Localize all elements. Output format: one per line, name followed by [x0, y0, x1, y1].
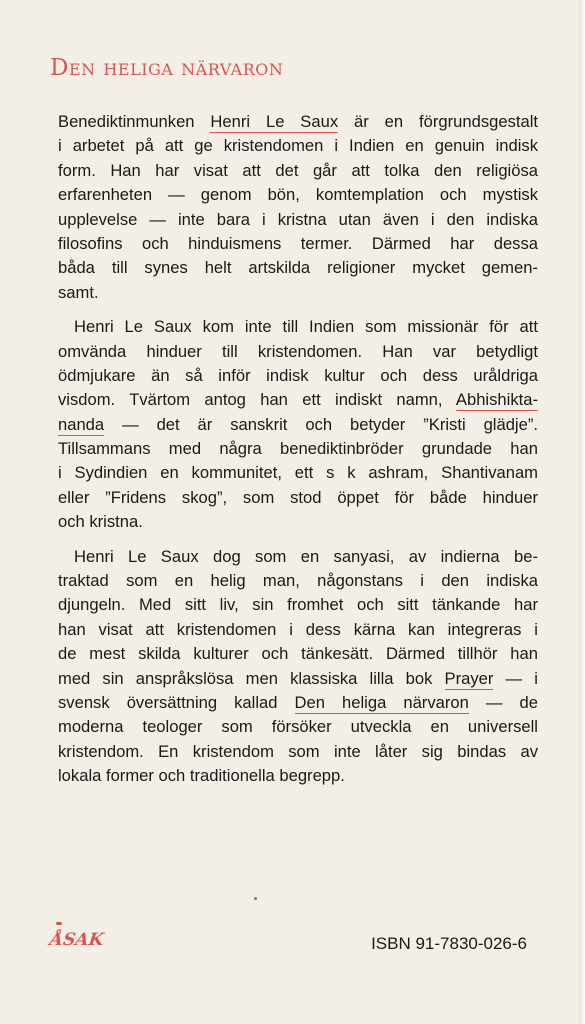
text-line [58, 281, 538, 305]
isbn-number: ISBN 91-7830-026-6 [371, 934, 527, 953]
text-line [58, 667, 538, 691]
text-segment: — det är sanskrit och betyder ”Kristi glädje”. [104, 414, 538, 434]
text-line [58, 413, 538, 437]
text-line [58, 764, 538, 788]
text-segment: visdom. Tvärtom antog han ett indiskt namn, [58, 390, 456, 410]
text-line [58, 510, 538, 534]
text-line [58, 159, 538, 183]
text-segment: djungeln. Med sitt liv, sin fromhet och sitt tänkande har [58, 595, 538, 615]
text-line [58, 232, 538, 256]
text-segment: filosofins och hinduismens termer. Därmed har dessa [58, 233, 538, 253]
text-line [58, 740, 538, 764]
decorative-dot [254, 897, 257, 900]
text-segment: kristendom. En kristendom som inte låter sig bindas av [58, 741, 538, 761]
text-segment: omvända hinduer till kristendomen. Han var betydligt [58, 341, 538, 361]
text-line [58, 315, 538, 339]
text-line [58, 110, 538, 134]
underlined-term: Prayer [444, 668, 494, 688]
text-segment: — i [493, 668, 538, 688]
text-line [58, 208, 538, 232]
text-segment: samt. [58, 282, 99, 302]
text-line [58, 388, 538, 412]
text-segment: form. Han har visat att det går att tolka den religiösa [58, 160, 538, 180]
publisher-logo-mark [56, 922, 62, 925]
underlined-term: nanda [58, 414, 105, 434]
text-line [58, 256, 538, 280]
text-line [58, 569, 538, 593]
text-segment: Benediktinmunken [58, 112, 211, 131]
text-line [58, 134, 538, 158]
underlined-term: Den heliga närvaron [294, 692, 469, 712]
text-line [58, 461, 538, 485]
underlined-term: Henri Le Saux [210, 112, 339, 131]
text-segment: moderna teologer som försöker utveckla en universell [58, 717, 538, 737]
text-segment: i Sydindien en kommunitet, ett s k ashram, Shantivanam [58, 463, 538, 483]
page-title: Den heliga närvaron [50, 55, 284, 81]
text-line [58, 183, 538, 207]
text-line [58, 486, 538, 510]
text-line [58, 437, 538, 461]
publisher-logo: ÅSAK [48, 930, 105, 950]
text-segment: — de [468, 692, 538, 712]
text-segment: svensk översättning kallad [58, 692, 295, 712]
text-segment: eller ”Fridens skog”, som stod öppet för både hinduer [58, 487, 538, 507]
paragraph-gap [58, 535, 538, 545]
back-cover-text [58, 110, 538, 789]
text-segment: Tillsammans med några benediktinbröder grundade han [58, 439, 538, 459]
text-segment: de mest skilda kulturer och tänkesätt. Därmed tillhör han [58, 644, 538, 664]
text-line [58, 642, 538, 666]
text-segment: ödmjukare än så inför indisk kultur och dess uråldriga [58, 365, 538, 385]
text-segment: Henri Le Saux dog som en sanyasi, av indierna be- [74, 546, 538, 566]
paragraph [58, 110, 538, 305]
text-segment: upplevelse — inte bara i kristna utan även i den indiska [58, 209, 538, 229]
underlined-term: Abhishikta- [455, 390, 538, 410]
text-line [58, 545, 538, 569]
text-segment: och kristna. [58, 512, 143, 532]
text-line [58, 618, 538, 642]
paragraph [58, 545, 538, 789]
text-segment: i arbetet på att ge kristendomen i Indien en genuin indisk [58, 136, 538, 156]
paragraph-gap [58, 305, 538, 315]
text-segment: är en förgrundsgestalt [338, 112, 539, 131]
text-segment: Henri Le Saux kom inte till Indien som missionär för att [74, 317, 538, 337]
text-segment: traktad som en helig man, någonstans i den indiska [58, 571, 538, 591]
text-line [58, 340, 538, 364]
page-edge [579, 0, 585, 1024]
text-segment: erfarenheten — genom bön, komtemplation och mystisk [58, 185, 538, 205]
text-segment: han visat att kristendomen i dess kärna kan integreras i [58, 619, 538, 639]
text-line [58, 715, 538, 739]
paragraph [58, 315, 538, 535]
text-line [58, 593, 538, 617]
text-segment: båda till synes helt artskilda religioner mycket gemen- [58, 258, 538, 278]
text-segment: lokala former och traditionella begrepp. [58, 766, 345, 786]
text-line [58, 691, 538, 715]
text-segment: med sin anspråkslösa men klassiska lilla bok [58, 668, 445, 688]
text-line [58, 364, 538, 388]
